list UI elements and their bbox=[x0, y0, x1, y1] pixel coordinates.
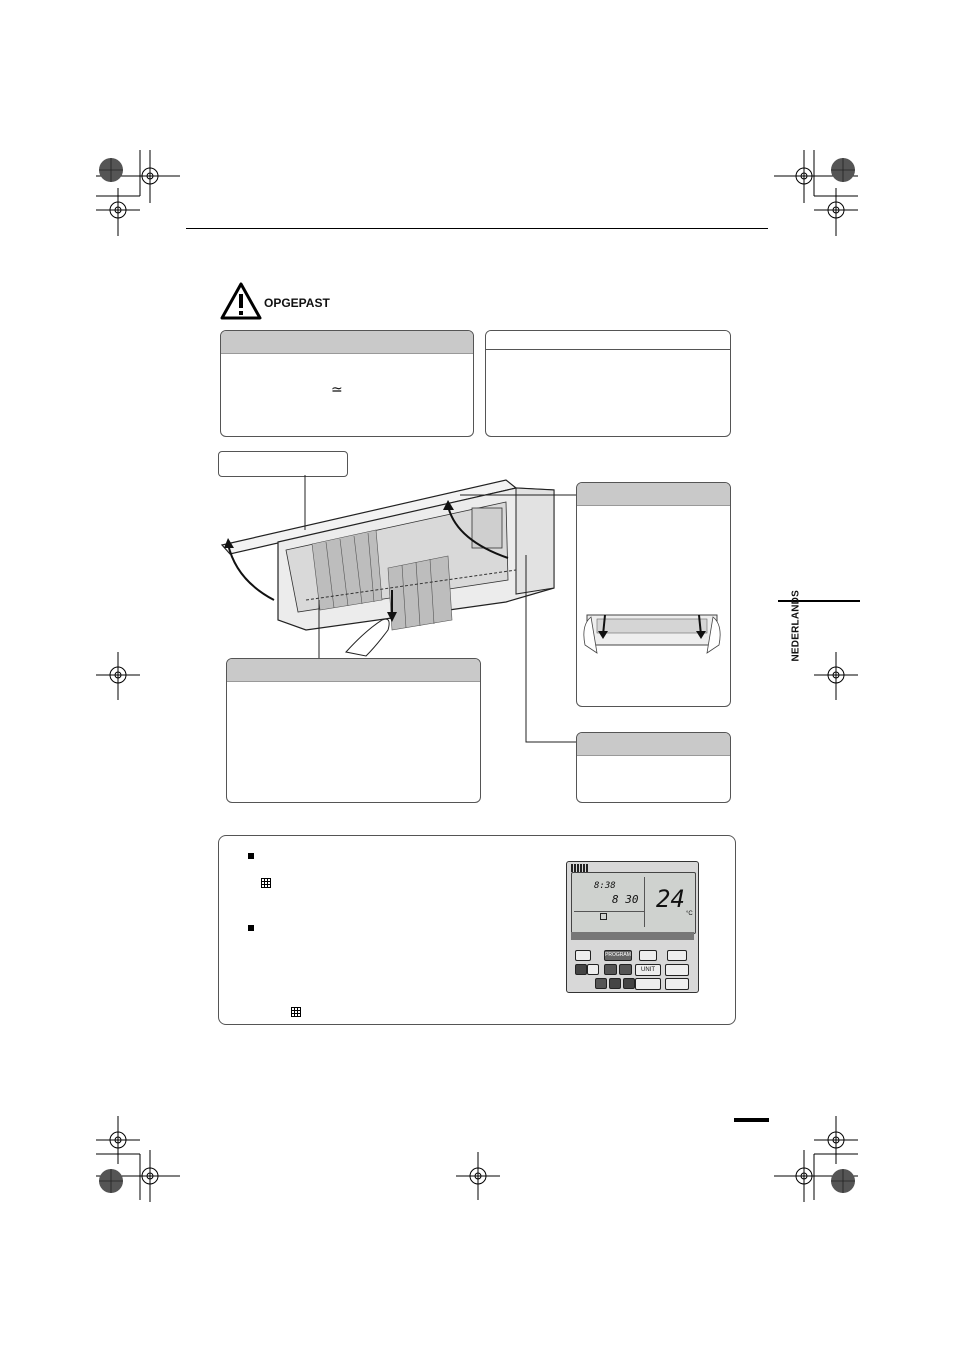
approx-symbol: ≃ bbox=[331, 381, 343, 397]
air-filter-box-header bbox=[227, 659, 480, 682]
remote-button-small-1[interactable] bbox=[575, 964, 587, 975]
remote-button-temp-down[interactable] bbox=[665, 978, 689, 990]
page-number-bar bbox=[734, 1118, 769, 1122]
remote-lcd bbox=[571, 872, 696, 934]
remote-button-program[interactable]: PROGRAM bbox=[604, 950, 632, 961]
lcd-top-readout: 8:38 bbox=[594, 881, 616, 891]
remote-button-square[interactable] bbox=[639, 950, 657, 961]
front-panel-box bbox=[576, 482, 731, 707]
remote-button-filter-reset[interactable] bbox=[595, 978, 607, 989]
language-tab-label: NEDERLANDS bbox=[790, 590, 802, 662]
remote-top-stripe bbox=[571, 864, 589, 872]
front-panel-box-header bbox=[577, 483, 730, 506]
air-filter-box bbox=[226, 658, 481, 803]
lcd-filter-indicator bbox=[600, 913, 607, 920]
lcd-time: 8 30 bbox=[612, 893, 639, 906]
language-tab bbox=[778, 590, 860, 662]
remote-button-temp-up[interactable] bbox=[665, 964, 689, 976]
bullet-2 bbox=[248, 925, 254, 931]
remote-button-small-2[interactable] bbox=[587, 964, 599, 975]
unit-body-box-header bbox=[577, 733, 730, 756]
lcd-hline bbox=[574, 911, 644, 912]
remote-button-small-4[interactable] bbox=[623, 978, 635, 989]
remote-button-small-3[interactable] bbox=[609, 978, 621, 989]
remote-button-mode[interactable] bbox=[667, 950, 687, 961]
remote-button-unit[interactable]: UNIT bbox=[635, 964, 661, 976]
filter-reset-box bbox=[218, 835, 736, 1025]
lcd-temperature: 24 bbox=[656, 885, 685, 913]
unit-body-box bbox=[576, 732, 731, 803]
remote-controller bbox=[566, 861, 699, 993]
filter-icon bbox=[291, 1007, 301, 1017]
remote-button-up-left[interactable] bbox=[604, 964, 617, 975]
front-panel-illustration bbox=[583, 605, 723, 665]
remote-button-wide[interactable] bbox=[635, 978, 661, 990]
caution-label: OPGEPAST bbox=[264, 296, 330, 310]
lcd-temperature-unit: °C bbox=[686, 911, 693, 917]
remote-strip bbox=[571, 932, 694, 940]
lcd-divider bbox=[644, 877, 645, 927]
remote-button-down-left[interactable] bbox=[619, 964, 632, 975]
remote-button-left[interactable] bbox=[575, 950, 591, 961]
filter-icon bbox=[261, 878, 271, 888]
bullet-1 bbox=[248, 853, 254, 859]
